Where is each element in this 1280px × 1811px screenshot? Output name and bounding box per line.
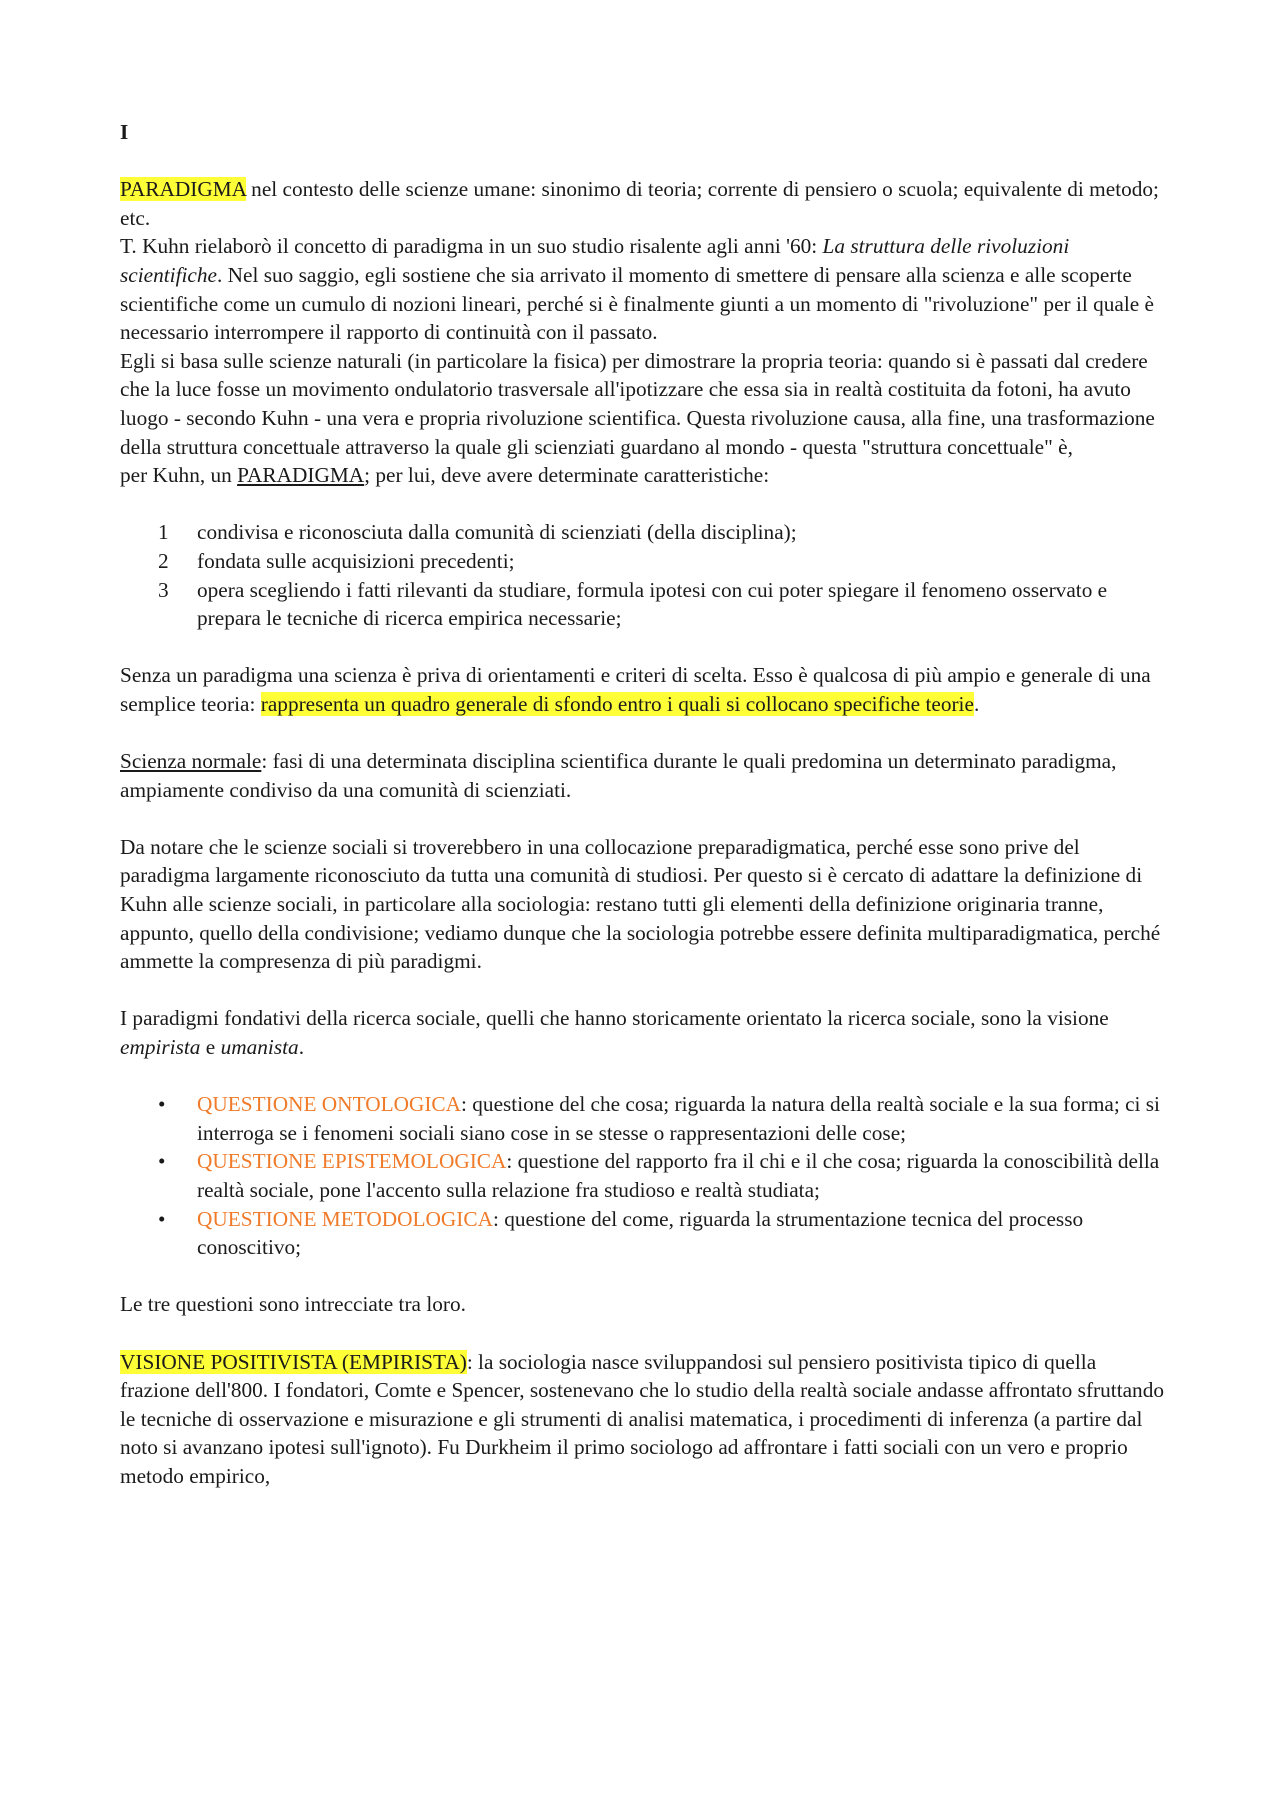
list-number: 2 — [158, 548, 169, 573]
scope-text-b: . — [973, 691, 980, 716]
founding-paradigms-paragraph — [120, 1004, 1170, 1061]
bullet-icon: • — [158, 1206, 166, 1231]
kuhn-text-b: . Nel suo saggio, egli sostiene che sia arrivato il momento di smettere di pensare alla scienza e alle scoperte scientifiche come un cumulo di nozioni lineari, perché si è finalmente giunti a un momento di "rivoluzione" per il quale è necessario interrompere il rapporto di continuità con il passato. — [120, 262, 1155, 345]
positivist-text: : la sociologia nasce sviluppandosi sul pensiero positivista tipico di quella frazione dell'800. I fondatori, Comte e Spencer, sostenevano che lo studio della realtà sociale andasse affrontato sfruttando le tecniche di osservazione e misurazione e gli strumenti di analisi matematica, i procedimenti di inferenza (a partire dal noto si avanzano ipotesi sull'ignoto). Fu Durkheim il primo sociologo ad affrontare i fatti sociali con un vero e proprio metodo empirico, — [120, 1349, 1165, 1488]
paradigm-definition — [120, 175, 1170, 232]
list-item — [120, 1090, 1170, 1147]
question-text: : questione del rapporto fra il chi e il che cosa; riguarda la conoscibilità della realtà sociale, pone l'accento sulla relazione fra studioso e realtà studiata; — [197, 1149, 1160, 1202]
list-item — [120, 518, 1170, 547]
paradigm-underlined: PARADIGMA — [237, 463, 365, 488]
normal-science-text: : fasi di una determinata disciplina scientifica durante le quali predomina un determinato paradigma, ampiamente condiviso da una comunità di scienziati. — [120, 749, 1117, 802]
empirista-term: empirista — [120, 1035, 201, 1059]
list-item-text: opera scegliendo i fatti rilevanti da studiare, formula ipotesi con cui poter spiegare il fenomeno osservato e prepara le tecniche di ricerca empirica necessarie; — [197, 577, 1108, 631]
paradigm-term: PARADIGMA — [120, 177, 246, 202]
kuhn-text-a: T. Kuhn rielaborò il concetto di paradigma in un suo studio risalente agli anni '60: — [120, 234, 823, 259]
question-text: : questione del che cosa; riguarda la natura della realtà sociale e la sua forma; ci si interroga se i fenomeni sociali siano cose in se stesse o rappresentazioni delle cose; — [197, 1092, 1160, 1145]
bullet-icon: • — [158, 1149, 166, 1174]
normal-science-paragraph — [120, 747, 1170, 804]
characteristics-list — [120, 518, 1170, 632]
founding-text-c: . — [298, 1035, 305, 1059]
question-term: QUESTIONE METODOLOGICA — [197, 1206, 493, 1231]
list-item — [120, 547, 1170, 576]
question-term: QUESTIONE ONTOLOGICA — [197, 1092, 462, 1117]
physics-paragraph — [120, 347, 1170, 490]
founding-text-b: e — [200, 1035, 221, 1059]
positivist-paragraph — [120, 1348, 1170, 1491]
list-number: 1 — [158, 520, 169, 545]
bullet-icon: • — [158, 1092, 166, 1117]
question-term: QUESTIONE EPISTEMOLOGICA — [197, 1149, 507, 1174]
paradigm-scope-paragraph — [120, 661, 1170, 718]
list-item-text: fondata sulle acquisizioni precedenti; — [197, 548, 515, 573]
section-heading: I — [120, 120, 129, 144]
physics-text-a: Egli si basa sulle scienze naturali (in particolare la fisica) per dimostrare la propria teoria: quando si è passati dal credere che la luce fosse un movimento ondulatorio trasversale all'ipotizzare che essa sia in realtà costituita da fotoni, ha avuto luogo - secondo Kuhn - una vera e propria rivoluzione scientifica. Questa rivoluzione causa, alla fine, una trasformazione della struttura concettuale attraverso la quale gli scienziati guardano al mondo - questa "struttura concettuale" è, — [120, 348, 1155, 459]
question-text: : questione del come, riguarda la strumentazione tecnica del processo conoscitivo; — [197, 1206, 1084, 1260]
list-item — [120, 576, 1170, 633]
questions-list — [120, 1090, 1170, 1262]
social-sciences-paragraph: Da notare che le scienze sociali si troverebbero in una collocazione preparadigmatica, perché esse sono prive del paradigma largamente riconosciuto da tutta una comunità di studiosi. Per questo si è cercato di adattare la definizione di Kuhn alle scienze sociali, in particolare alla sociologia: restano tutti gli elementi della definizione originaria tranne, appunto, quello della condivisione; vediamo dunque che la sociologia potrebbe essere definita multiparadigmatica, perché ammette la compresenza di più paradigmi. — [120, 834, 1161, 974]
normal-science-term: Scienza normale — [120, 749, 262, 774]
positivist-term: VISIONE POSITIVISTA (EMPIRISTA) — [120, 1349, 467, 1374]
questions-intertwined-paragraph: Le tre questioni sono intrecciate tra loro. — [120, 1292, 466, 1317]
founding-text-a: I paradigmi fondativi della ricerca sociale, quelli che hanno storicamente orientato la ricerca sociale, sono la visione — [120, 1006, 1109, 1031]
physics-text-c: ; per lui, deve avere determinate caratteristiche: — [364, 463, 770, 488]
highlighted-statement: rappresenta un quadro generale di sfondo entro i quali si collocano specifiche teorie — [260, 691, 974, 716]
physics-text-b: per Kuhn, un — [120, 463, 238, 488]
kuhn-paragraph — [120, 232, 1170, 346]
list-item-text: condivisa e riconosciuta dalla comunità di scienziati (della disciplina); — [197, 520, 797, 545]
book-title: La struttura delle rivoluzioni scientifiche — [120, 234, 1070, 287]
scope-text-a: Senza un paradigma una scienza è priva di orientamenti e criteri di scelta. Esso è qualcosa di più ampio e generale di una semplice teoria: — [120, 663, 1151, 716]
paradigm-definition-text: nel contesto delle scienze umane: sinonimo di teoria; corrente di pensiero o scuola; equivalente di metodo; etc. — [120, 177, 1159, 230]
document-body — [120, 118, 1170, 1491]
list-number: 3 — [158, 577, 169, 602]
list-item — [120, 1205, 1170, 1262]
list-item — [120, 1147, 1170, 1204]
umanista-term: umanista — [220, 1035, 299, 1059]
